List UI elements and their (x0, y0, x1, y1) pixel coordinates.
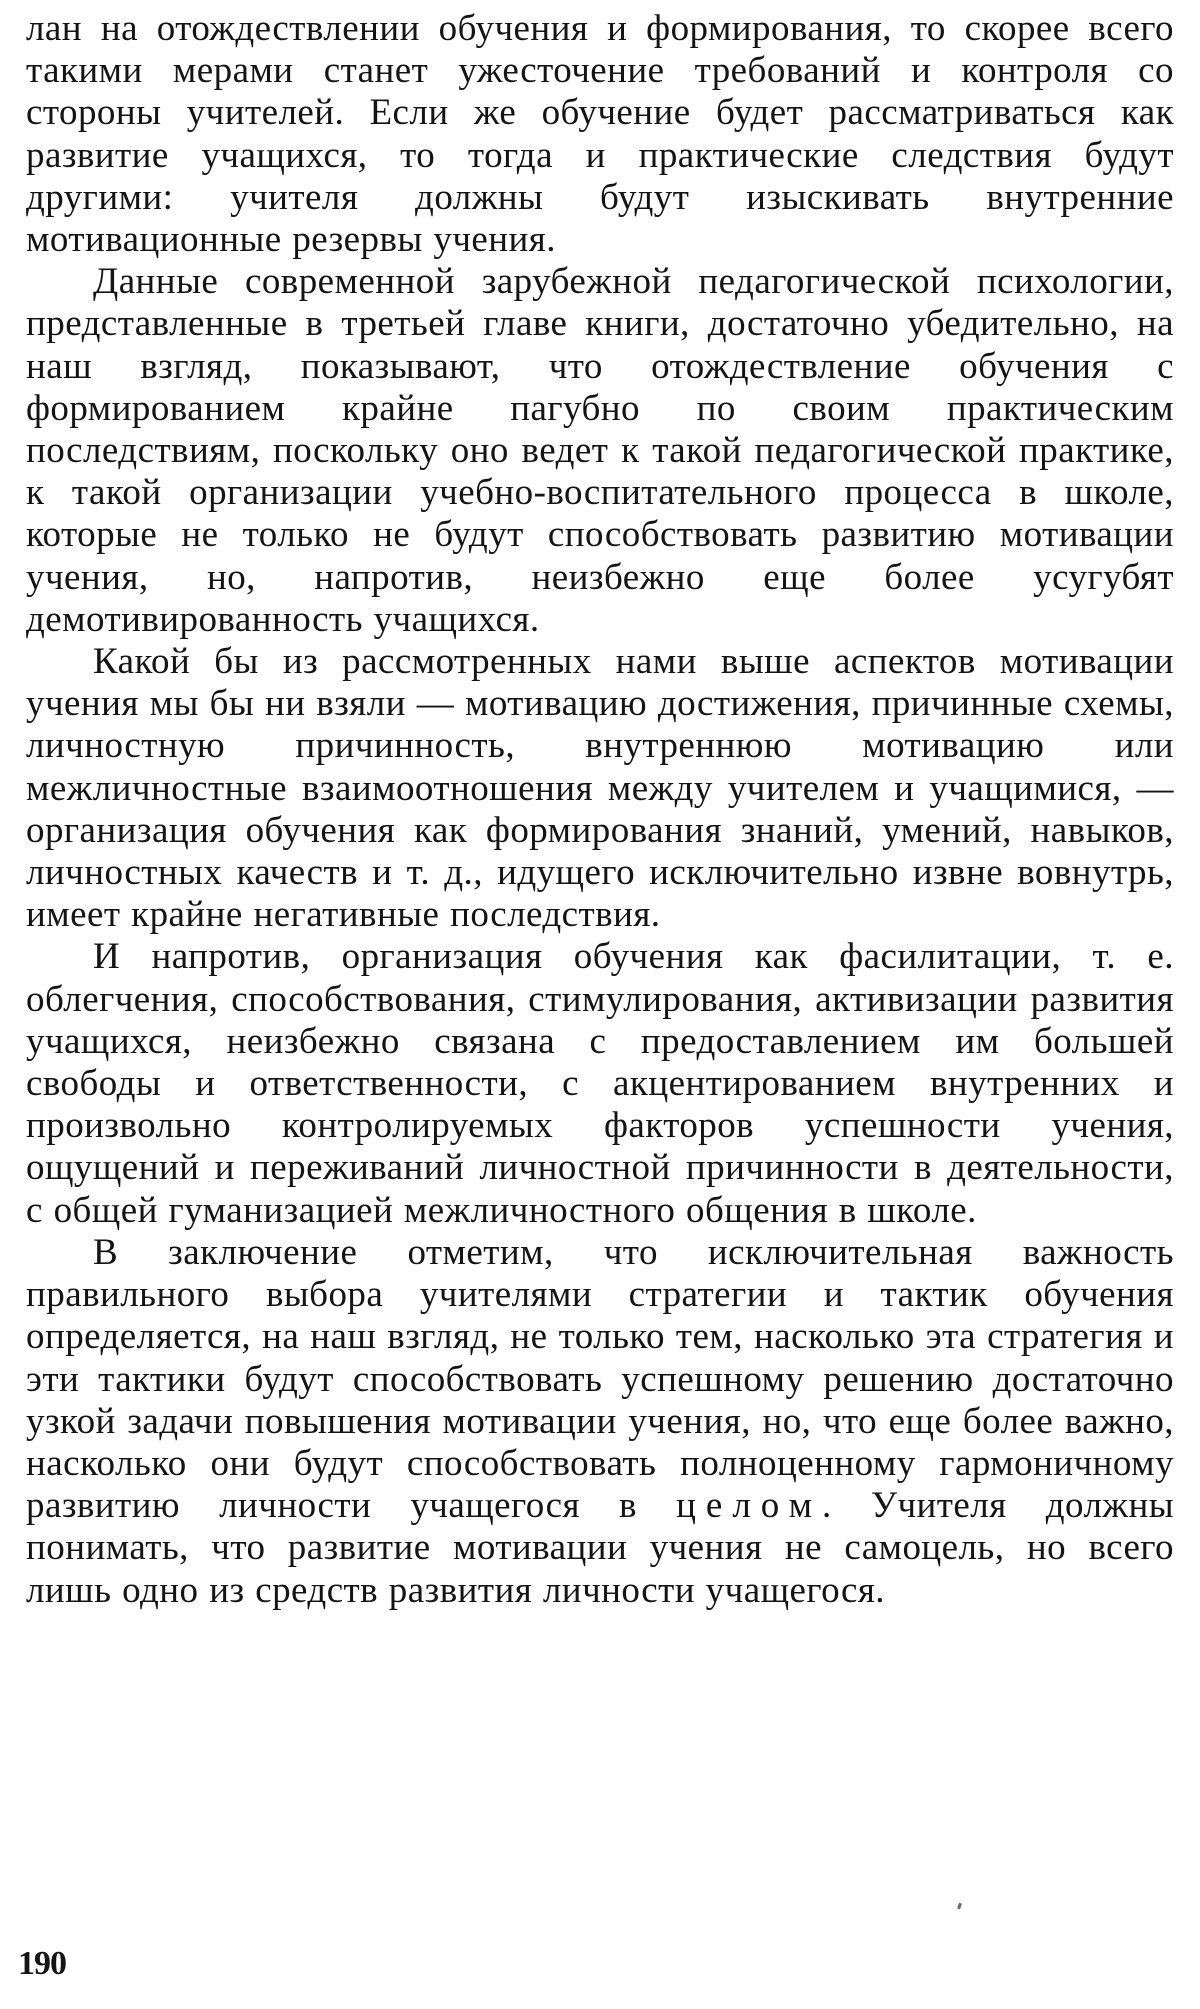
paragraph-5-emphasis: целом (676, 1485, 823, 1527)
paragraph-5 (26, 1232, 1174, 1612)
paragraph-2: Данные современной зарубежной педагогической психологии, представленные в третьей главе книги, достаточно убедительно, на наш взгляд, показывают, что отождествление обучения с формированием крайне пагубно по своим практическим последствиям, поскольку оно ведет к такой педагогической практике, к такой организации учебно-воспитательного процесса в школе, которые не только не будут способствовать развитию мотивации учения, но, напротив, неизбежно еще более усугубят демотивированность учащихся. (26, 261, 1174, 640)
page-number: 190 (18, 1945, 66, 1982)
paragraph-4: И напротив, организация обучения как фасилитации, т. е. облегчения, способствования, стимулирования, активизации развития учащихся, неизбежно связана с предоставлением им большей свободы и ответственности, с акцентированием внутренних и произвольно контролируемых факторов успешности учения, ощущений и переживаний личностной причинности в деятельности, с общей гуманизацией межличностного общения в школе. (26, 936, 1174, 1231)
page-body (26, 8, 1174, 1612)
paragraph-3: Какой бы из рассмотренных нами выше аспектов мотивации учения мы бы ни взяли — мотивацию достижения, причинные схемы, личностную причинность, внутреннюю мотивацию или межличностные взаимоотношения между учителем и учащимися, — организация обучения как формирования знаний, умений, навыков, личностных качеств и т. д., идущего исключительно извне вовнутрь, имеет крайне негативные последствия. (26, 641, 1174, 936)
paragraph-1: лан на отождествлении обучения и формирования, то скорее всего такими мерами станет ужесточение требований и контроля со стороны учителей. Если же обучение будет рассматриваться как развитие учащихся, то тогда и практические следствия будут другими: учителя должны будут изыскивать внутренние мотивационные резервы учения. (26, 8, 1174, 261)
paragraph-5-text-after: . Учителя должны понимать, что развитие мотивации учения не самоцель, но всего лишь одно из средств развития личности учащегося. (26, 1485, 1174, 1611)
paragraph-5-text-before: В заключение отметим, что исключительная важность правильного выбора учителями стратегии и тактик обучения определяется, на наш взгляд, не только тем, насколько эта стратегия и эти тактики будут способствовать успешному решению достаточно узкой задачи повышения мотивации учения, но, что еще более важно, насколько они будут способствовать полноценному гармоничному развитию личности учащегося в (26, 1231, 1174, 1527)
print-speck (957, 1903, 962, 1910)
